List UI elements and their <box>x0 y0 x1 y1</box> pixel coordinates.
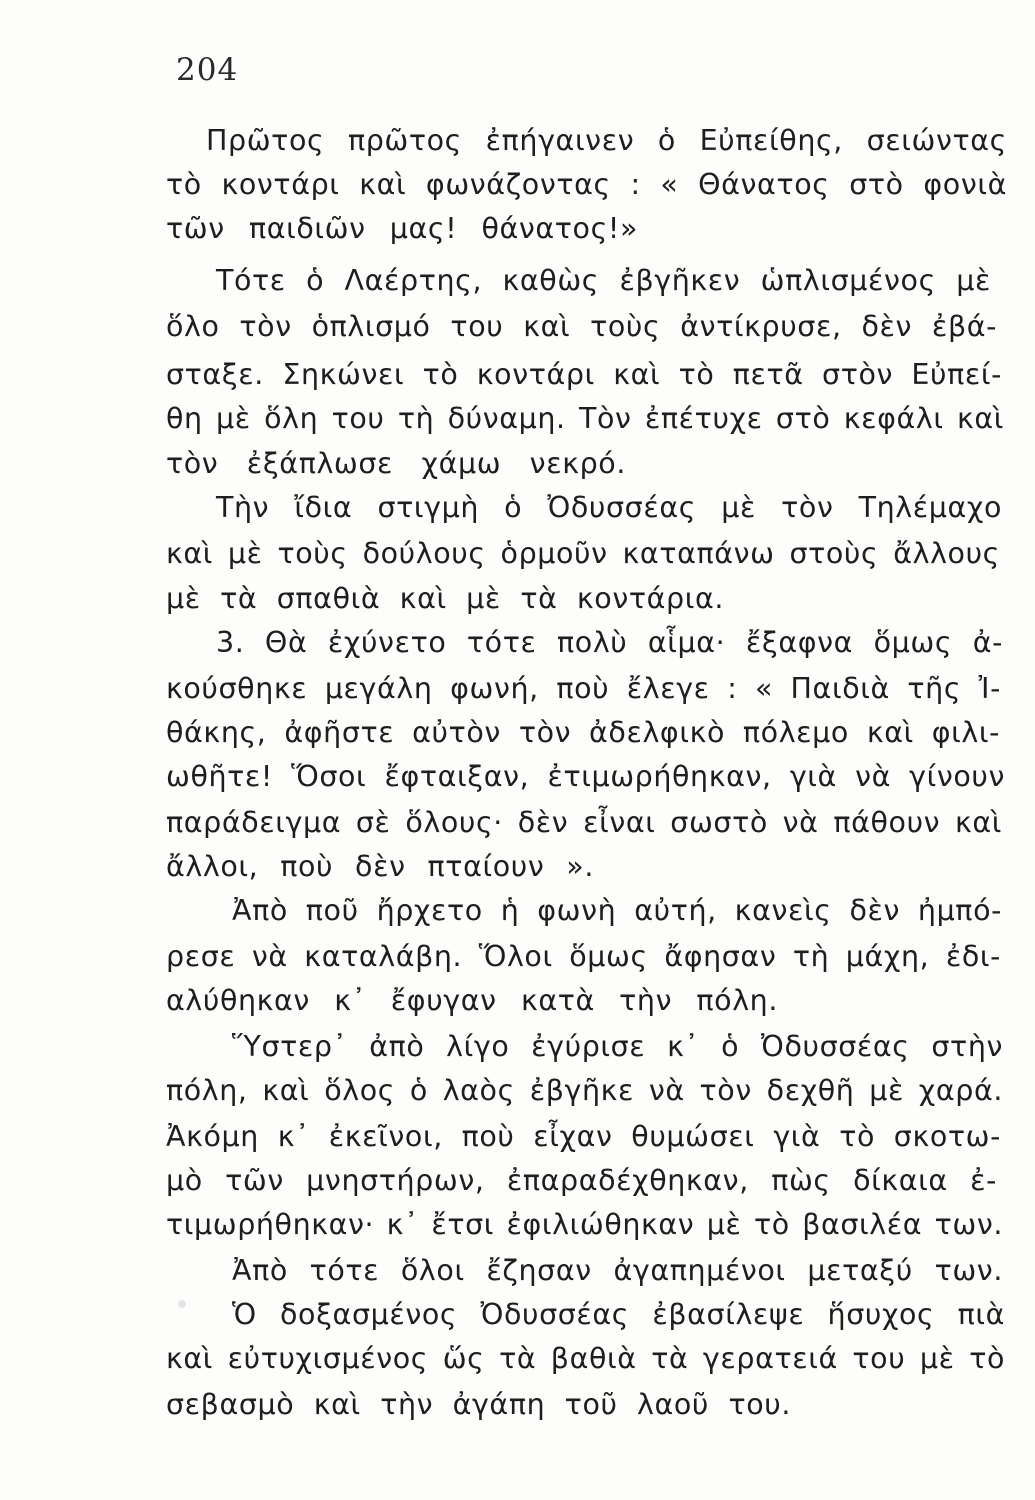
text-line: Τότε ὁ Λαέρτης, καθὼς ἐβγῆκεν ὡπλισμένος μὲ <box>216 264 991 297</box>
text-line: τῶν παιδιῶν μας! θάνατος!» <box>166 212 638 245</box>
text-line: καὶ μὲ τοὺς δούλους ὁρμοῦν καταπάνω στοὺς ἄλλους <box>166 537 1000 570</box>
text-line: σεβασμὸ καὶ τὴν ἀγάπη τοῦ λαοῦ του. <box>166 1388 791 1421</box>
text-line: θη μὲ ὅλη του τὴ δύναμη. Τὸν ἐπέτυχε στὸ κεφάλι καὶ <box>166 402 1004 435</box>
text-line: Ὕστερ᾽ ἀπὸ λίγο ἐγύρισε κ᾽ ὁ Ὀδυσσέας στὴν <box>232 1030 1003 1063</box>
text-line: τιμωρήθηκαν· κ᾽ ἔτσι ἐφιλιώθηκαν μὲ τὸ βασιλέα των. <box>166 1208 1003 1241</box>
text-line: μὲ τὰ σπαθιὰ καὶ μὲ τὰ κοντάρια. <box>166 582 724 615</box>
text-line: Ἀπὸ τότε ὅλοι ἔζησαν ἀγαπημένοι μεταξύ των. <box>232 1254 1003 1287</box>
text-line: παράδειγμα σὲ ὅλους· δὲν εἶναι σωστὸ νὰ πάθουν καὶ <box>166 806 1002 839</box>
text-line: πόλη, καὶ ὅλος ὁ λαὸς ἐβγῆκε νὰ τὸν δεχθῆ μὲ χαρά. <box>166 1074 1003 1107</box>
text-line: τὸν ἐξάπλωσε χάμω νεκρό. <box>166 447 626 480</box>
text-line: Πρῶτος πρῶτος ἐπήγαινεν ὁ Εὐπείθης, σειώντας <box>206 124 1007 157</box>
text-line: 3. Θὰ ἐχύνετο τότε πολὺ αἷμα· ἔξαφνα ὅμως ἀ- <box>216 626 1003 659</box>
text-line: μὸ τῶν μνηστήρων, ἐπαραδέχθηκαν, πὼς δίκαια ἐ- <box>166 1164 997 1197</box>
text-line: ἄλλοι, ποὺ δὲν πταίουν ». <box>166 850 594 883</box>
text-line: σταξε. Σηκώνει τὸ κοντάρι καὶ τὸ πετᾶ στὸν Εὐπεί- <box>166 358 1002 391</box>
text-line: τὸ κοντάρι καὶ φωνάζοντας : « Θάνατος στὸ φονιὰ <box>166 168 1007 201</box>
text-line: Ἀκόμη κ᾽ ἐκεῖνοι, ποὺ εἶχαν θυμώσει γιὰ τὸ σκοτω- <box>166 1120 1001 1153</box>
text-line: καὶ εὐτυχισμένος ὥς τὰ βαθιὰ τὰ γερατειά του μὲ τὸ <box>166 1342 1005 1375</box>
text-line: Ὁ δοξασμένος Ὀδυσσέας ἐβασίλεψε ἥσυχος πιὰ <box>232 1298 1005 1331</box>
text-line: ρεσε νὰ καταλάβη. Ὅλοι ὅμως ἄφησαν τὴ μάχη, ἐδι- <box>166 940 1001 973</box>
text-line: αλύθηκαν κ᾽ ἔφυγαν κατὰ τὴν πόλη. <box>166 984 778 1017</box>
text-line: Ἀπὸ ποῦ ἤρχετο ἡ φωνὴ αὐτή, κανεὶς δὲν ἠμπό- <box>232 894 1002 927</box>
text-line: ὅλο τὸν ὁπλισμό του καὶ τοὺς ἀντίκρυσε, δὲν ἐβά- <box>166 310 997 343</box>
text-line: κούσθηκε μεγάλη φωνή, ποὺ ἔλεγε : « Παιδιὰ τῆς Ἰ- <box>166 672 1001 705</box>
page-number: 204 <box>176 52 239 88</box>
paper-smudge <box>178 1300 186 1308</box>
text-line: Τὴν ἴδια στιγμὴ ὁ Ὀδυσσέας μὲ τὸν Τηλέμαχο <box>216 491 1002 524</box>
text-line: ωθῆτε! Ὅσοι ἔφταιξαν, ἐτιμωρήθηκαν, γιὰ νὰ γίνουν <box>166 760 1005 793</box>
text-line: θάκης, ἀφῆστε αὐτὸν τὸν ἀδελφικὸ πόλεμο καὶ φιλι- <box>166 716 1000 749</box>
